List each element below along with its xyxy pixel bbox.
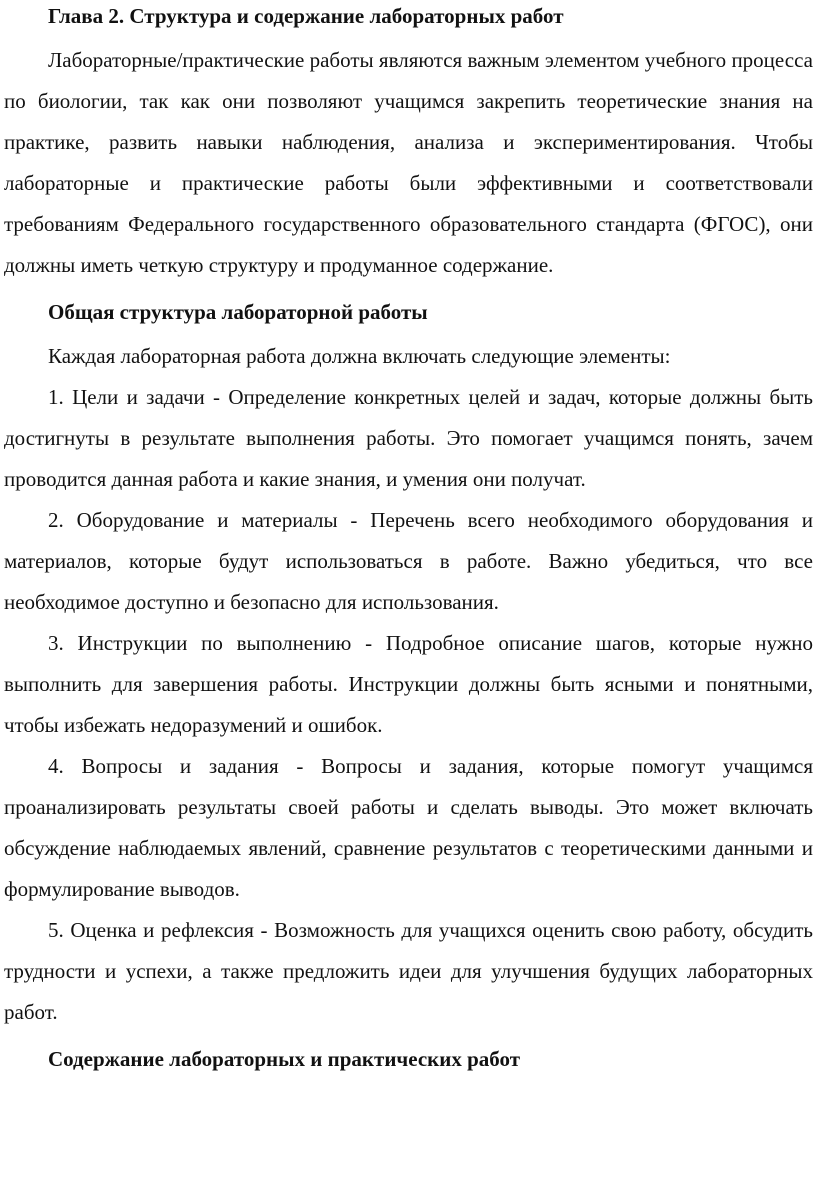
section-heading-content: Содержание лабораторных и практических работ xyxy=(48,1047,521,1071)
list-item-goals: 1. Цели и задачи - Определение конкретных целей и задач, которые должны быть достигнуты в результате выполнения работы. Это помогает учащимся понять, зачем проводится данная работа и какие знания, и умения они получат. xyxy=(4,385,813,491)
section-heading-structure: Общая структура лабораторной работы xyxy=(48,300,428,324)
section-lead-paragraph: Каждая лабораторная работа должна включать следующие элементы: xyxy=(48,344,671,368)
list-item-equipment: 2. Оборудование и материалы - Перечень всего необходимого оборудования и материалов, которые будут использоваться в работе. Важно убедиться, что все необходимое доступно и безопасно для использования. xyxy=(4,508,813,614)
list-item-assessment: 5. Оценка и рефлексия - Возможность для учащихся оценить свою работу, обсудить трудности и успехи, а также предложить идеи для улучшения будущих лабораторных работ. xyxy=(4,918,813,1024)
list-item-questions: 4. Вопросы и задания - Вопросы и задания, которые помогут учащимся проанализировать результаты своей работы и сделать выводы. Это может включать обсуждение наблюдаемых явлений, сравнение результатов с теоретическими данными и формулирование выводов. xyxy=(4,754,813,901)
intro-paragraph: Лабораторные/практические работы являются важным элементом учебного процесса по биологии, так как они позволяют учащимся закрепить теоретические знания на практике, развить навыки наблюдения, анализа и экспериментирования. Чтобы лабораторные и практические работы были эффективными и соответствовали требованиям Федерального государственного образовательного стандарта (ФГОС), они должны иметь четкую структуру и продуманное содержание. xyxy=(4,48,813,277)
list-item-instructions: 3. Инструкции по выполнению - Подробное описание шагов, которые нужно выполнить для завершения работы. Инструкции должны быть ясными и понятными, чтобы избежать недоразумений и ошибок. xyxy=(4,631,813,737)
chapter-title: Глава 2. Структура и содержание лабораторных работ xyxy=(48,4,564,28)
